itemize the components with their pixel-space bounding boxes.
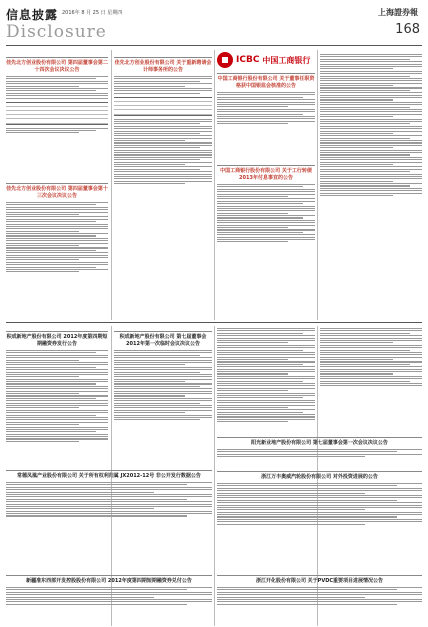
column-divider: [111, 50, 112, 320]
announcement-title: 积成新地产股份有限公司 2012年度第四期短期融资券发行公告: [6, 334, 108, 347]
newspaper-name: 上海證券報: [378, 8, 418, 17]
column-divider: [214, 50, 215, 320]
stock-code: [217, 570, 422, 576]
data-table: [114, 97, 212, 116]
announcement-11: [6, 570, 212, 606]
icbc-logo: [217, 52, 315, 68]
stock-code: [6, 465, 212, 471]
page-header: [0, 0, 428, 46]
icbc-logo-en: ICBC: [236, 55, 260, 65]
announcement-body: [6, 482, 212, 517]
icbc-bond-announcement: [217, 160, 315, 244]
continued-text-column: [320, 52, 422, 197]
stock-code: [6, 178, 108, 184]
announcement-body: [6, 76, 108, 133]
continued-text-column: [217, 326, 315, 424]
announcement-title: 阳光新业地产股份有限公司 第七届董事会第一次会议决议公告: [251, 440, 388, 446]
stock-code: [6, 52, 108, 58]
data-table: [6, 102, 108, 125]
page-number: 168: [395, 22, 420, 37]
stock-code: [217, 466, 422, 472]
announcement-body: [217, 483, 422, 525]
announcement-body: [114, 76, 212, 184]
announcement-body: [320, 328, 422, 386]
announcement-9: [6, 465, 212, 518]
icbc-logo-icon: [217, 52, 233, 68]
section-title-cn: 信息披露: [6, 8, 59, 22]
announcement-8: [217, 432, 422, 459]
announcement-1: [6, 52, 108, 135]
announcement-title: 佳先北方创业股份有限公司 第四届董事会第二十四次会议决议公告: [6, 60, 108, 73]
column-divider: [214, 326, 215, 626]
announcement-body: [320, 54, 422, 196]
announcement-body: [6, 587, 212, 605]
announcement-2: [114, 52, 212, 186]
announcement-title: 中国工商银行股份有限公司 关于工行转债2013年付息事宜的公告: [220, 168, 312, 181]
announcement-10: [217, 466, 422, 526]
announcement-body: [114, 350, 212, 420]
announcement-title: 常德凤凰产业股份有限公司 关于所有权利归属 JX2012-12号 非公开发行数据公告: [17, 473, 201, 479]
header-rule: [6, 45, 422, 46]
continued-text-column: [320, 326, 422, 388]
announcement-body: [6, 350, 108, 442]
stock-code: [6, 570, 212, 576]
announcement-body: [217, 328, 315, 422]
announcement-6: [6, 326, 108, 443]
announcement-title: 新疆准东西部开发控股股份有限公司 2012年度第四期短期融资券兑付公告: [26, 578, 192, 584]
announcement-body: [6, 202, 108, 272]
announcement-body: [217, 184, 315, 242]
stock-code: [114, 326, 212, 332]
announcement-title: 中国工商银行股份有限公司 关于董事任职资格获中国银监会核准的公告: [217, 76, 315, 89]
stock-code: [6, 326, 108, 332]
announcement-12: [217, 570, 422, 606]
icbc-logo-cn: 中国工商银行: [262, 55, 311, 65]
announcement-title: 积成新地产股份有限公司 第七届董事会2012年第一次临时会议决议公告: [119, 334, 207, 347]
announcement-body: [217, 587, 422, 605]
announcement-title: 佳先北方创业股份有限公司 关于重新聘请会计师事务所的公告: [114, 60, 212, 73]
announcement-title: 浙江开化股份有限公司 关于PVDC重要项目进展情况公告: [255, 578, 384, 584]
announcement-title: 浙江万丰奥威汽轮股份有限公司 对外投资进展的公告: [261, 474, 378, 480]
icbc-announcement: [217, 52, 315, 125]
stock-code: [114, 52, 212, 58]
stock-code: [217, 432, 422, 438]
announcement-7: [114, 326, 212, 422]
column-divider: [317, 50, 318, 320]
section-divider: [6, 322, 422, 323]
announcement-body: [217, 449, 422, 457]
stock-code: [217, 68, 315, 74]
announcement-body: [217, 92, 315, 124]
stock-code: [217, 160, 315, 166]
announcement-3: [6, 178, 108, 274]
section-title-en: Disclosure: [6, 22, 107, 42]
issue-date: 2016年 8 月 25 日 星期四: [62, 10, 123, 16]
announcement-title: 佳先北方创业股份有限公司 第四届董事会第十三次会议决议公告: [6, 186, 108, 199]
